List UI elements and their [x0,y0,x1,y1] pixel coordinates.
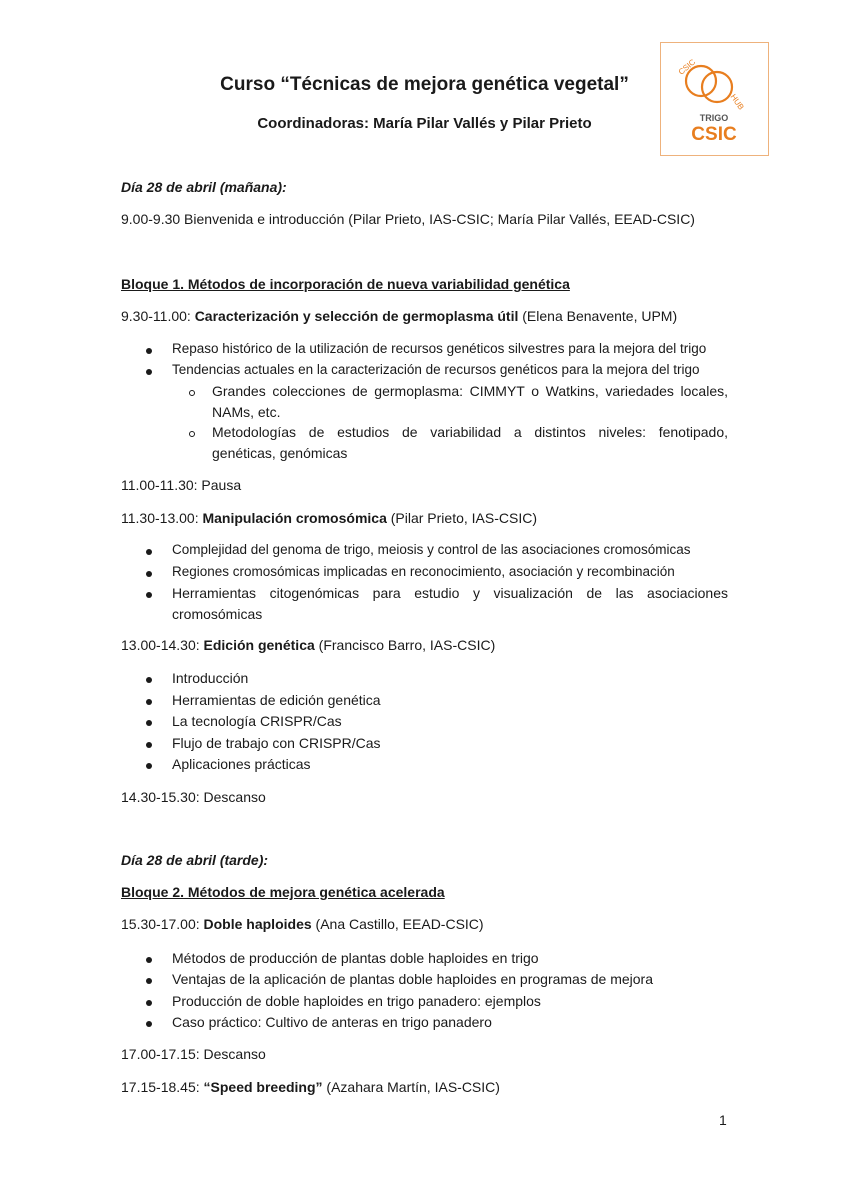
session-line [121,916,484,932]
session-line [121,1079,500,1095]
list-item: La tecnología CRISPR/Cas [172,713,342,729]
pause-line: 11.00-11.30: Pausa [121,477,242,493]
list-item: Repaso histórico de la utilización de recursos genéticos silvestres para la mejora del trigo [172,341,707,356]
csic-trigo-hub-logo [660,42,769,156]
block1-heading: Bloque 1. Métodos de incorporación de nueva variabilidad genética [121,276,570,292]
list-item: Flujo de trabajo con CRISPR/Cas [172,735,381,751]
sub-list-item-continuation: genéticas, genómicas [212,445,348,461]
list-item: Herramientas de edición genética [172,692,381,708]
bullet [146,348,152,354]
bullet [146,677,152,683]
session-title: Doble haploides [203,916,312,932]
session-line [121,308,677,324]
session-title: Manipulación cromosómica [202,510,387,526]
bullet [146,592,152,598]
list-item: Tendencias actuales en la caracterización de recursos genéticos para la mejora del trigo [172,362,700,377]
session-time: 11.30-13.00: [121,510,203,526]
rest-line: 17.00-17.15: Descanso [121,1046,266,1062]
session-line [121,510,537,526]
session-speaker: (Pilar Prieto, IAS-CSIC) [386,510,537,526]
logo-small-text: TRIGO [699,113,729,123]
list-item: Aplicaciones prácticas [172,756,311,772]
list-item: Producción de doble haploides en trigo panadero: ejemplos [172,993,541,1009]
bullet [146,549,152,555]
list-item: Caso práctico: Cultivo de anteras en trigo panadero [172,1014,492,1030]
list-item: Complejidad del genoma de trigo, meiosis y control de las asociaciones cromosómicas [172,542,691,557]
session-time: 17.15-18.45: [121,1079,204,1095]
list-item: Introducción [172,670,249,686]
day-heading-afternoon: Día 28 de abril (tarde): [121,852,269,868]
session-speaker: (Elena Benavente, UPM) [518,308,678,324]
bullet [146,571,152,577]
session-speaker: (Francisco Barro, IAS-CSIC) [314,637,496,653]
session-time: 15.30-17.00: [121,916,204,932]
logo-graphic [661,43,767,154]
session-title: Edición genética [203,637,315,653]
coordinators-line: Coordinadoras: María Pilar Vallés y Pilar Prieto [257,115,592,132]
list-item: Regiones cromosómicas implicadas en reconocimiento, asociación y recombinación [172,564,675,579]
session-title: Caracterización y selección de germoplasma útil [194,308,519,324]
list-item-continuation: cromosómicas [172,606,263,622]
day-heading-morning: Día 28 de abril (mañana): [121,179,287,195]
session-time: 9.30-11.00: [121,308,195,324]
logo-ring-top-text: CSIC [676,57,698,77]
bullet [146,978,152,984]
document-title: Curso “Técnicas de mejora genética vegetal” [220,74,629,95]
logo-ring-side-text: HUB [728,92,746,112]
sub-bullet [189,390,195,396]
list-item: Métodos de producción de plantas doble haploides en trigo [172,950,539,966]
list-item: Ventajas de la aplicación de plantas doble haploides en programas de mejora [172,971,653,987]
welcome-line: 9.00-9.30 Bienvenida e introducción (Pilar Prieto, IAS-CSIC; María Pilar Vallés, EEAD-CSIC) [121,211,695,227]
session-speaker: (Ana Castillo, EEAD-CSIC) [311,916,484,932]
sub-list-item: Metodologías de estudios de variabilidad a distintos niveles: fenotipado, [212,424,728,440]
bullet [146,699,152,705]
bullet [146,720,152,726]
bullet [146,763,152,769]
bullet [146,742,152,748]
block2-heading: Bloque 2. Métodos de mejora genética acelerada [121,884,445,900]
logo-big-text: CSIC [691,124,737,145]
bullet [146,369,152,375]
sub-list-item-continuation: NAMs, etc. [212,404,281,420]
bullet [146,957,152,963]
rest-line: 14.30-15.30: Descanso [121,789,266,805]
bullet [146,1000,152,1006]
sub-bullet [189,431,195,437]
session-line [121,637,495,653]
session-time: 13.00-14.30: [121,637,204,653]
page-number: 1 [719,1112,727,1128]
list-item: Herramientas citogenómicas para estudio y visualización de las asociaciones [172,585,728,601]
session-title: “Speed breeding” [203,1079,323,1095]
session-speaker: (Azahara Martín, IAS-CSIC) [322,1079,500,1095]
sub-list-item: Grandes colecciones de germoplasma: CIMMYT o Watkins, variedades locales, [212,383,728,399]
bullet [146,1021,152,1027]
